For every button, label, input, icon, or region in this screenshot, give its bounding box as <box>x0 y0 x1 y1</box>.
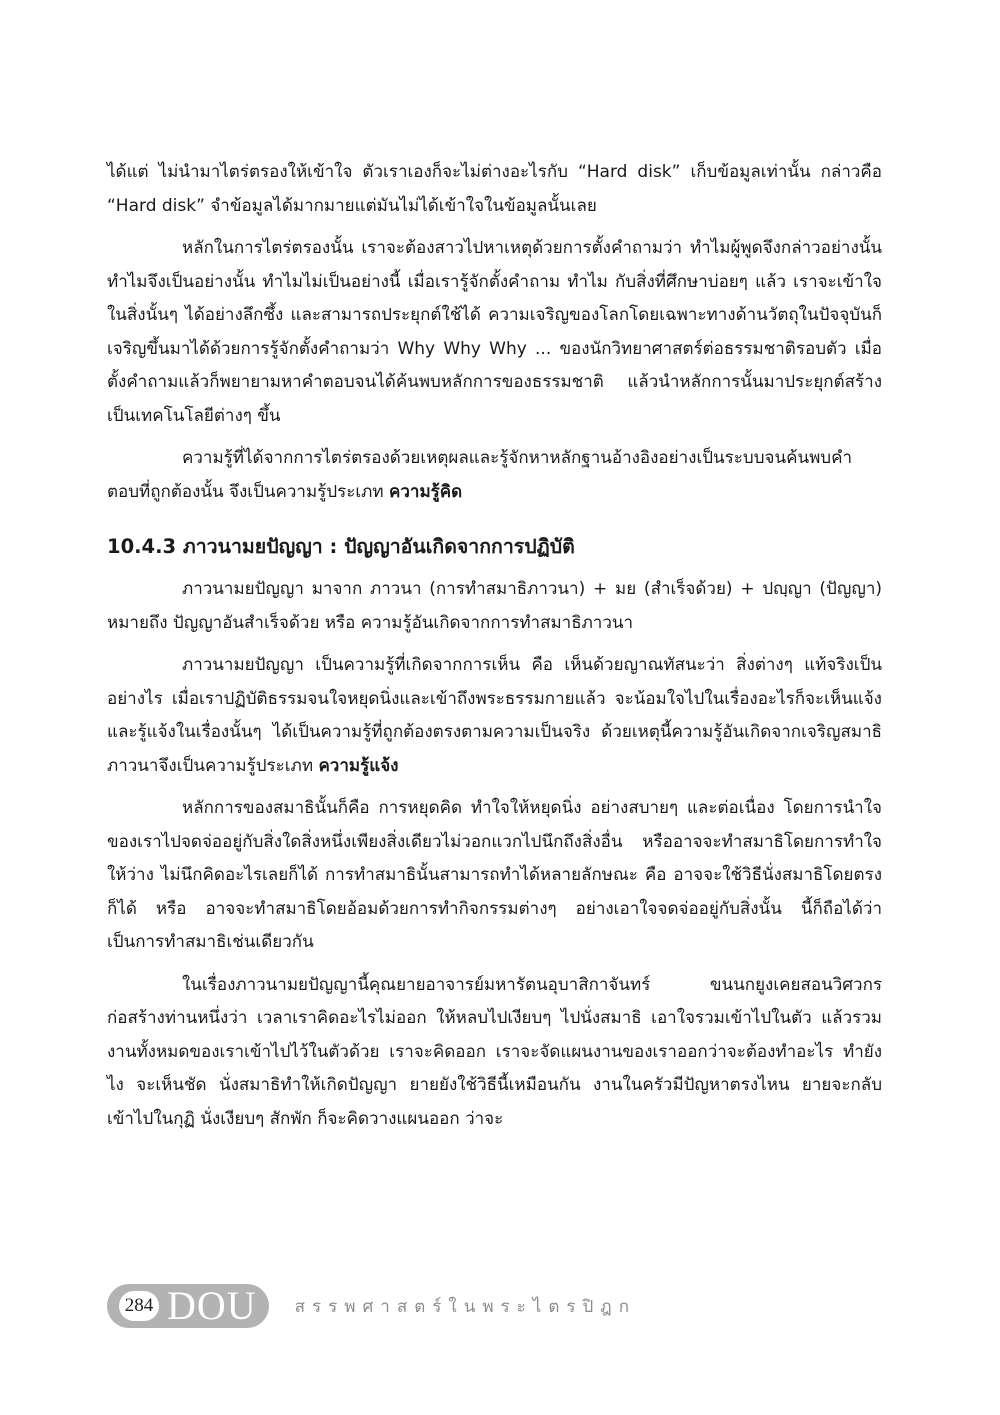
emphasis-term: ความรู้แจ้ง <box>318 755 399 776</box>
brand-logo: DOU <box>167 1283 257 1328</box>
paragraph-definition: ภาวนามยปัญญา มาจาก ภาวนา (การทำสมาธิภาวนา) + มย (สำเร็จด้วย) + ปญฺญา (ปัญญา) หมายถึง ปัญญาอันสำเร็จด้วย หรือ ความรู้อันเกิดจากการทำสมาธิภาวนา <box>107 579 882 633</box>
section-heading: 10.4.3 ภาวนามยปัญญา : ปัญญาอันเกิดจากการปฏิบัติ <box>107 535 575 558</box>
footer-badge <box>107 1284 269 1328</box>
paragraph-contemplation-principle: หลักในการไตร่ตรองนั้น เราจะต้องสาวไปหาเหตุด้วยการตั้งคำถามว่า ทำไมผู้พูดจึงกล่าวอย่างนั้น ทำไมจึงเป็นอย่างนั้น ทำไมไม่เป็นอย่างนี้ เมื่อเรารู้จักตั้งคำถาม ทำไม กับสิ่งที่ศึกษาบ่อยๆ แล้ว เราจะเข้าใจในสิ่งนั้นๆ ได้อย่างลึกซึ้ง และสามารถประยุกต์ใช้ได้ ความเจริญของโลกโดยเฉพาะทางด้านวัตถุในปัจจุบันก็เจริญขึ้นมาได้ด้วยการรู้จักตั้งคำถามว่า Why Why Why ... ของนักวิทยาศาสตร์ต่อธรรมชาติรอบตัว เมื่อตั้งคำถามแล้วก็พยายามหาคำตอบจนได้ค้นพบหลักการของธรรมชาติ แล้วนำหลักการนั้นมาประยุกต์สร้างเป็นเทคโนโลยีต่างๆ ขึ้น <box>107 238 882 426</box>
page-number: 284 <box>119 1291 159 1321</box>
paragraph-hard-disk: ได้แต่ ไม่นำมาไตร่ตรองให้เข้าใจ ตัวเราเองก็จะไม่ต่างอะไรกับ “Hard disk” เก็บข้อมูลเท่านั้น กล่าวคือ “Hard disk” จำข้อมูลได้มากมายแต่มันไม่ได้เข้าใจในข้อมูลนั้นเลย <box>107 162 882 216</box>
paragraph-meditation-principle: หลักการของสมาธินั้นก็คือ การหยุดคิด ทำใจให้หยุดนิ่ง อย่างสบายๆ และต่อเนื่อง โดยการนำใจของเราไปจดจ่ออยู่กับสิ่งใดสิ่งหนึ่งเพียงสิ่งเดียวไม่วอกแวกไปนึกถึงสิ่งอื่น หรืออาจจะทำสมาธิโดยการทำใจให้ว่าง ไม่นึกคิดอะไรเลยก็ได้ การทำสมาธินั้นสามารถทำได้หลายลักษณะ คือ อาจจะใช้วิธีนั่งสมาธิโดยตรงก็ได้ หรือ อาจจะทำสมาธิโดยอ้อมด้วยการทำกิจกรรมต่างๆ อย่างเอาใจจดจ่ออยู่กับสิ่งนั้น นี้ก็ถือได้ว่าเป็นการทำสมาธิเช่นเดียวกัน <box>107 798 882 952</box>
book-title: สรรพศาสตร์ในพระไตรปิฎก <box>294 1296 637 1317</box>
page-body <box>107 156 882 1136</box>
paragraph-insight-knowledge <box>107 649 882 783</box>
emphasis-term: ความรู้คิด <box>389 481 463 502</box>
paragraph-text: ภาวนามยปัญญา เป็นความรู้ที่เกิดจากการเห็น คือ เห็นด้วยญาณทัสนะว่า สิ่งต่างๆ แท้จริงเป็นอย่างไร เมื่อเราปฏิบัติธรรมจนใจหยุดนิ่งและเข้าถึงพระธรรมกายแล้ว จะน้อมใจไปในเรื่องอะไรก็จะเห็นแจ้งและรู้แจ้งในเรื่องนั้นๆ ได้เป็นความรู้ที่ถูกต้องตรงตามความเป็นจริง ด้วยเหตุนี้ความรู้อันเกิดจากเจริญสมาธิภาวนาจึงเป็นความรู้ประเภท <box>107 655 882 776</box>
paragraph-thinking-knowledge <box>107 442 882 509</box>
paragraph-teacher-story: ในเรื่องภาวนามยปัญญานี้คุณยายอาจารย์มหารัตนอุบาสิกาจันทร์ ขนนกยูงเคยสอนวิศวกรก่อสร้างท่านหนึ่งว่า เวลาเราคิดอะไรไม่ออก ให้หลบไปเงียบๆ ไปนั่งสมาธิ เอาใจรวมเข้าไปในตัว แล้วรวมงานทั้งหมดของเราเข้าไปไว้ในตัวด้วย เราจะคิดออก เราจะจัดแผนงานของเราออกว่าจะต้องทำอะไร ทำยังไง จะเห็นชัด นั่งสมาธิทำให้เกิดปัญญา ยายยังใช้วิธีนี้เหมือนกัน งานในครัวมีปัญหาตรงไหน ยายจะกลับเข้าไปในกุฏิ นั่งเงียบๆ สักพัก ก็จะคิดวางแผนออก ว่าจะ <box>107 974 882 1129</box>
paragraph-text: ความรู้ที่ได้จากการไตร่ตรองด้วยเหตุผลและรู้จักหาหลักฐานอ้างอิงอย่างเป็นระบบจนค้นพบคำตอบที่ถูกต้องนั้น จึงเป็นความรู้ประเภท <box>107 448 852 502</box>
page-footer <box>107 1283 636 1329</box>
